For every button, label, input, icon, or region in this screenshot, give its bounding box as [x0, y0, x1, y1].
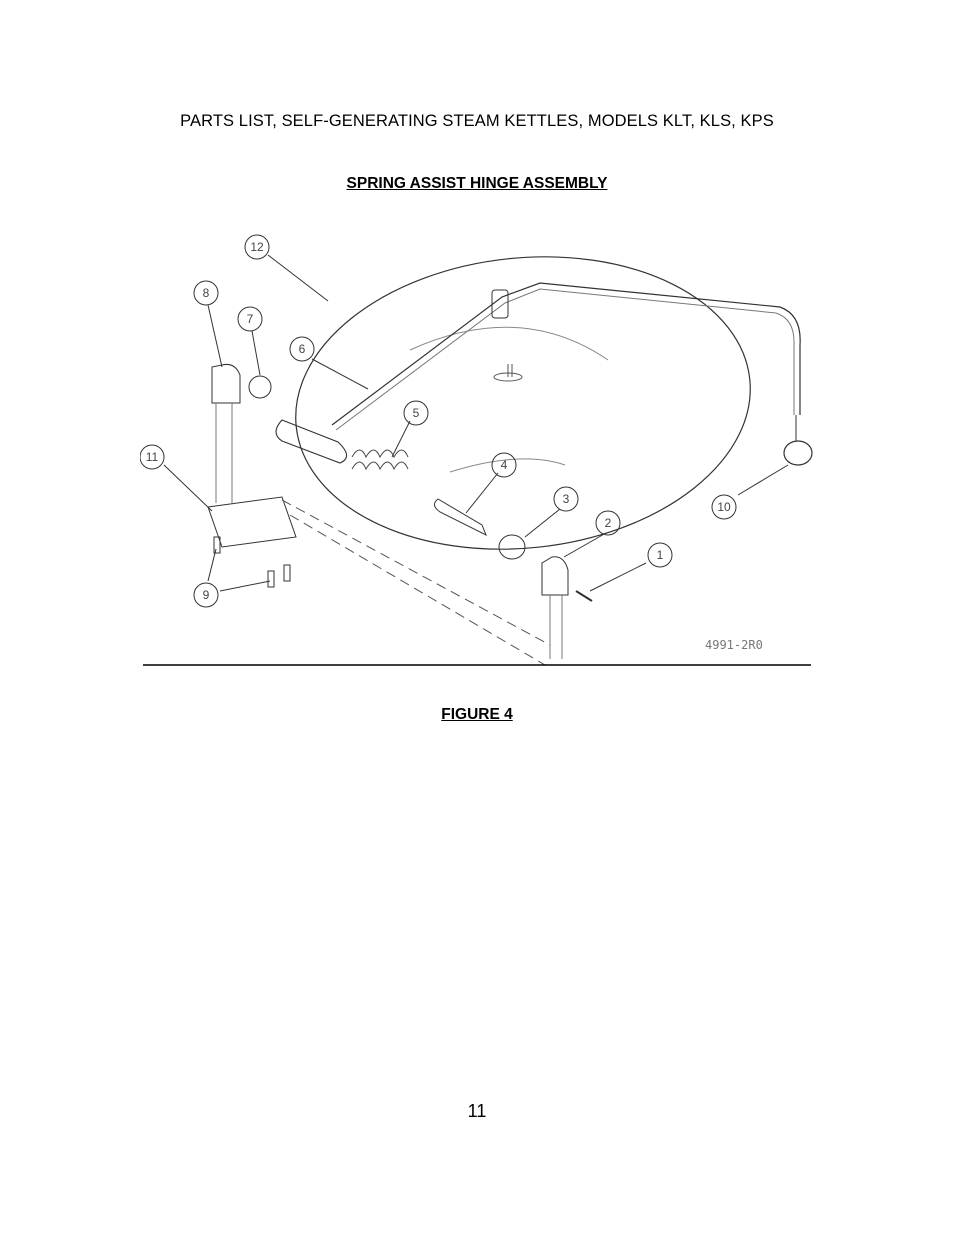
leader-9a — [208, 549, 216, 581]
bolt — [576, 591, 592, 601]
section-title: SPRING ASSIST HINGE ASSEMBLY — [346, 175, 608, 192]
leader-1 — [590, 563, 646, 591]
callout-2: 2 — [604, 516, 612, 530]
spring-tube — [276, 420, 347, 463]
leader-10 — [738, 465, 788, 495]
leader-4 — [466, 473, 498, 513]
leader-3 — [525, 509, 560, 537]
dashed-guide-lower — [290, 515, 545, 665]
hinge-pin — [434, 499, 486, 535]
callout-6: 6 — [298, 342, 306, 356]
callout-12: 12 — [250, 240, 264, 254]
callout-5: 5 — [412, 406, 420, 420]
leader-12 — [268, 255, 328, 301]
callout-3: 3 — [562, 492, 570, 506]
dashed-guide-upper — [282, 500, 550, 645]
exploded-diagram-svg — [140, 225, 815, 670]
hinge-bracket-left — [212, 364, 240, 403]
leader-7 — [252, 331, 260, 375]
bushing-left — [249, 376, 271, 398]
leader-2 — [564, 533, 606, 557]
drawing-number: 4991-2R0 — [705, 638, 763, 652]
bushing-right — [499, 535, 525, 559]
leader-11 — [164, 465, 212, 511]
page-number: 11 — [467, 1101, 487, 1121]
callout-4: 4 — [500, 458, 508, 472]
mounting-plate — [208, 497, 296, 547]
screw-right — [268, 571, 274, 587]
lid-outline — [281, 235, 765, 571]
callout-7: 7 — [246, 312, 254, 326]
coil-spring — [352, 450, 408, 469]
callout-11: 11 — [145, 450, 159, 464]
hinge-bracket-right — [542, 557, 568, 595]
callout-8: 8 — [202, 286, 210, 300]
leader-9b — [220, 581, 270, 591]
page-header: PARTS LIST, SELF-GENERATING STEAM KETTLES, MODELS KLT, KLS, KPS — [180, 112, 774, 130]
leader-6 — [312, 359, 368, 389]
callout-1: 1 — [656, 548, 664, 562]
lid-inner-arc-lower — [450, 459, 565, 472]
callout-10: 10 — [717, 500, 731, 514]
callout-9: 9 — [202, 588, 210, 602]
handle-knob — [784, 441, 812, 465]
exploded-diagram — [140, 225, 815, 670]
screw-right-2 — [284, 565, 290, 581]
leader-5 — [392, 421, 410, 457]
figure-caption: FIGURE 4 — [441, 706, 513, 723]
handle-mount-block — [492, 290, 508, 318]
leader-8 — [208, 305, 222, 367]
handle-rod — [332, 283, 800, 425]
